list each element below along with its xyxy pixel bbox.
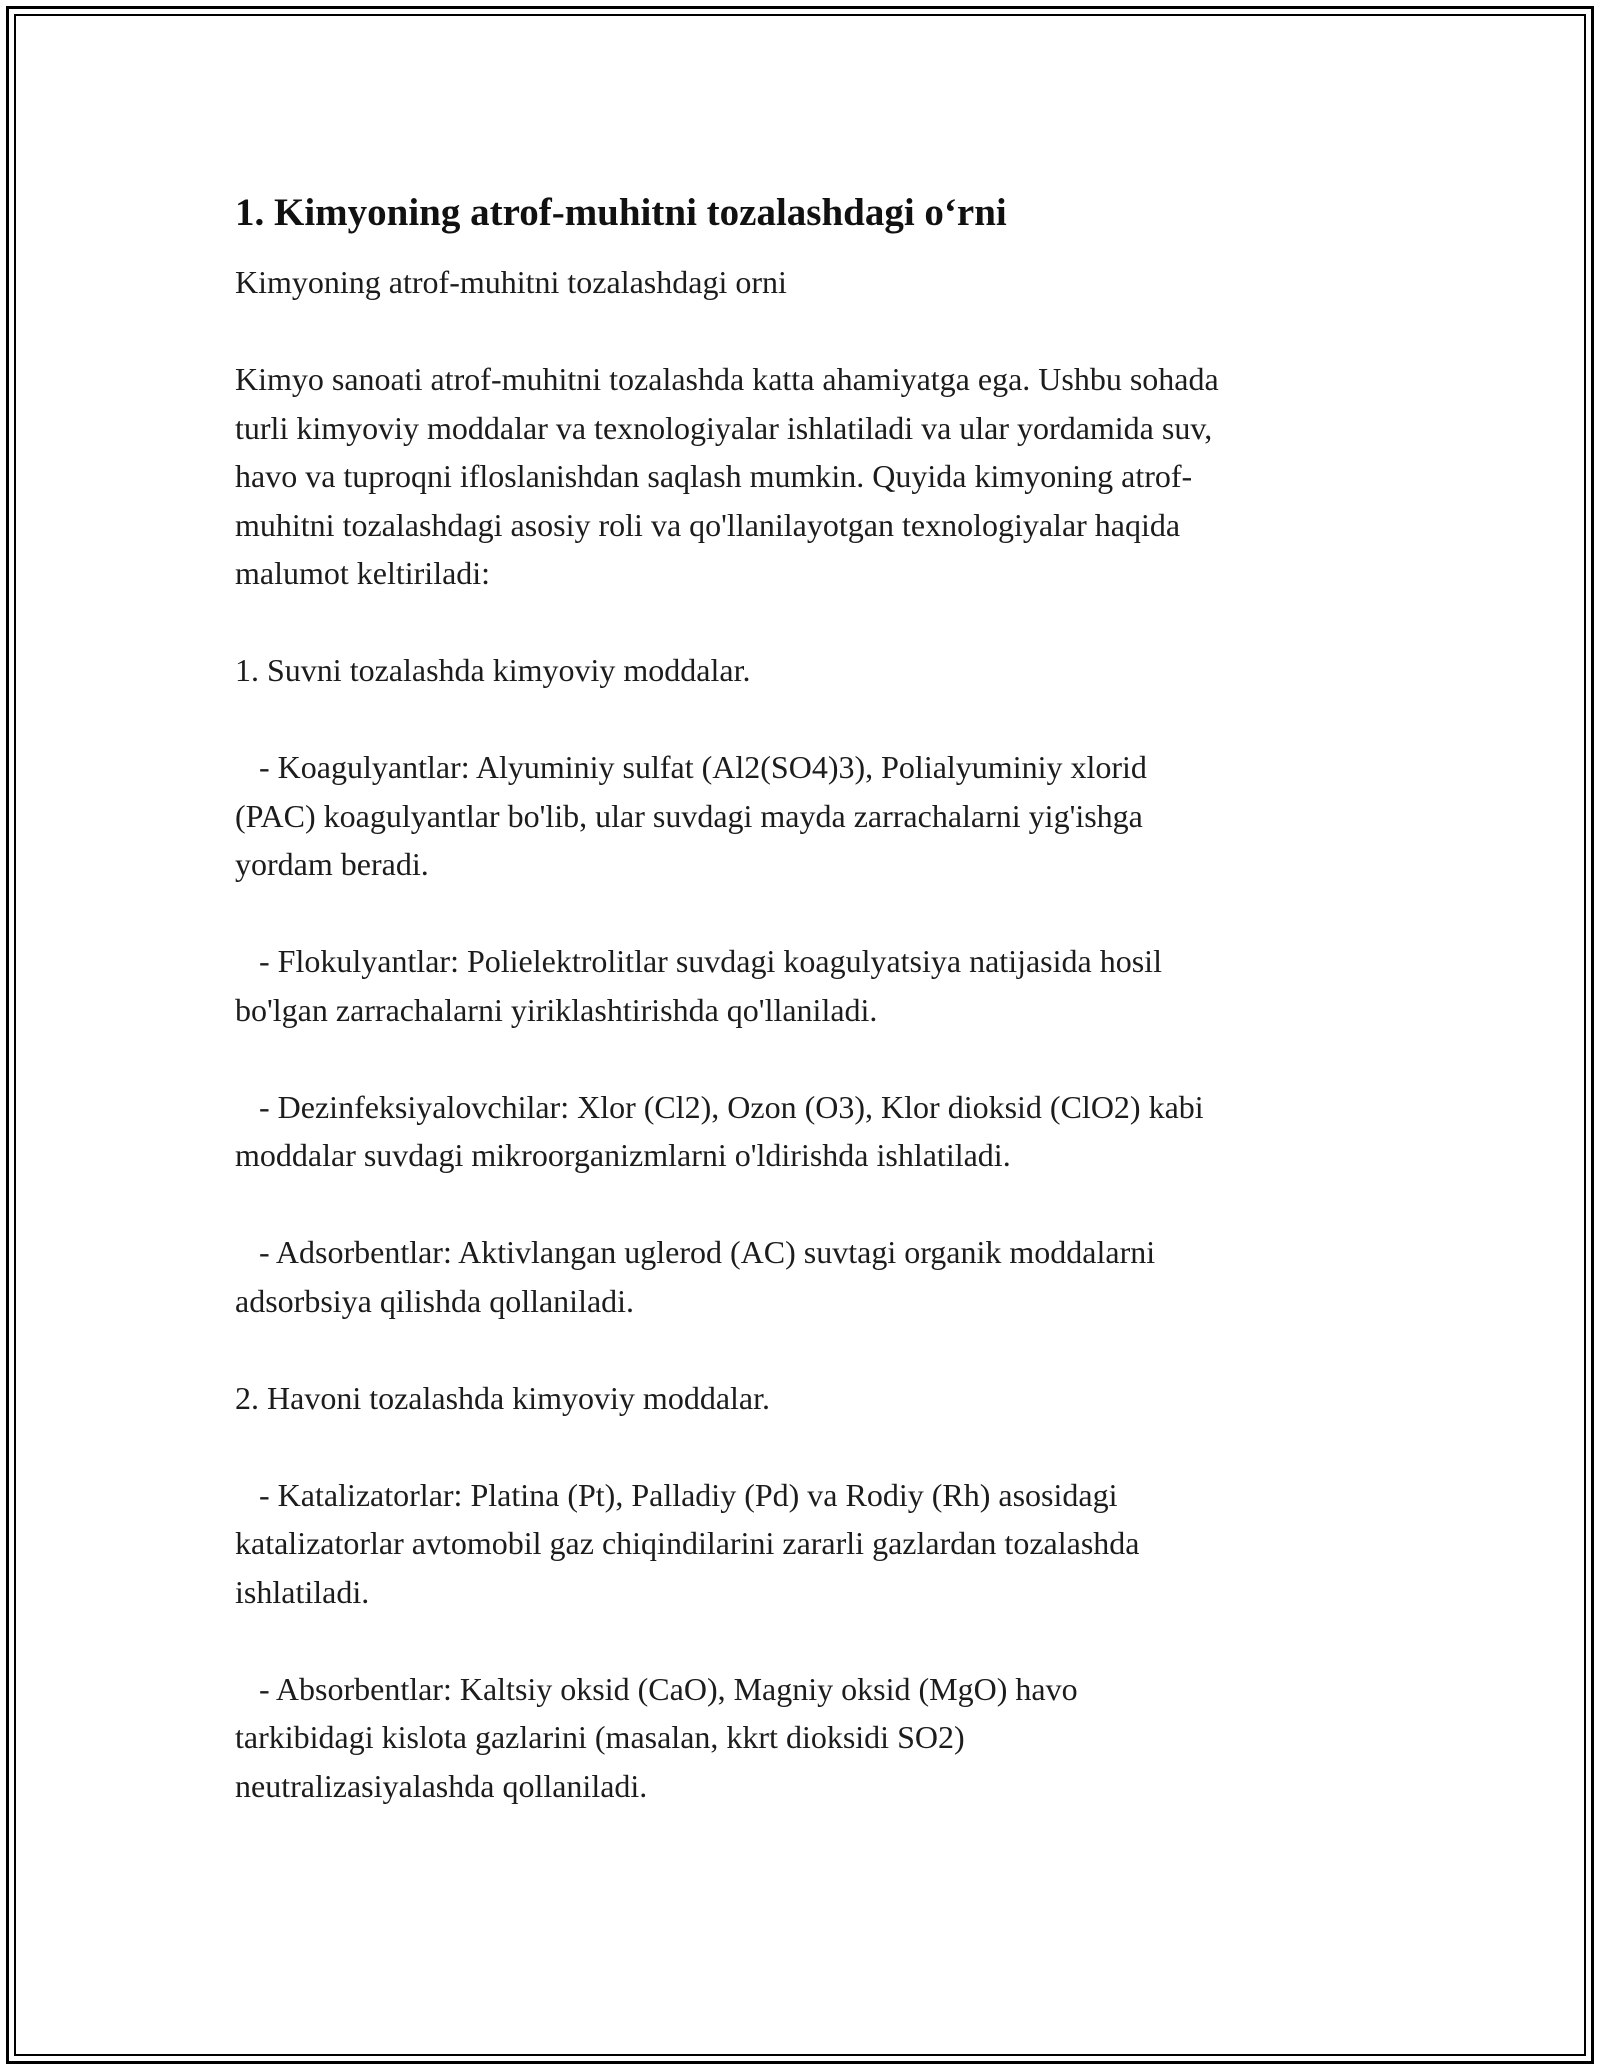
paragraph-gap bbox=[235, 1422, 1395, 1471]
paragraph-gap bbox=[235, 1034, 1395, 1083]
list-item-absorbents: - Absorbentlar: Kaltsiy oksid (CaO), Magniy oksid (MgO) havo tarkibidagi kislota gazlarini (masalan, kkrt dioksidi SO2) neutralizasiyalashda qollaniladi. bbox=[235, 1670, 1078, 1804]
paragraph-gap bbox=[235, 1180, 1395, 1229]
section-heading-water: 1. Suvni tozalashda kimyoviy moddalar. bbox=[235, 652, 751, 688]
paragraph-gap bbox=[235, 1325, 1395, 1374]
paragraph-gap bbox=[235, 307, 1395, 356]
list-item-flocculants: - Flokulyantlar: Polielektrolitlar suvdagi koagulyatsiya natijasida hosil bo'lgan zarrachalarni yiriklashtirishda qo'llaniladi. bbox=[235, 943, 1162, 1028]
intro-paragraph: Kimyo sanoati atrof-muhitni tozalashda katta ahamiyatga ega. Ushbu sohada turli kimyoviy moddalar va texnologiyalar ishlatiladi va ular yordamida suv, havo va tuproqni ifloslanishdan saqlash mumkin. Quyida kimyoning atrof- muhitni tozalashdagi asosiy roli va qo'llanilayotgan texnologiyalar haqida malumot keltiriladi: bbox=[235, 361, 1219, 591]
paragraph-gap bbox=[235, 1616, 1395, 1665]
list-item-coagulants: - Koagulyantlar: Alyuminiy sulfat (Al2(SO4)3), Polialyuminiy xlorid (PAC) koagulyantlar bo'lib, ular suvdagi mayda zarrachalarni yig'ishga yordam beradi. bbox=[235, 749, 1147, 882]
list-item-disinfectants: - Dezinfeksiyalovchilar: Xlor (Cl2), Ozon (O3), Klor dioksid (ClO2) kabi moddalar suvdagi mikroorganizmlarni o'ldirishda ishlatiladi. bbox=[235, 1088, 1204, 1173]
paragraph-gap bbox=[235, 695, 1395, 744]
section-heading-air: 2. Havoni tozalashda kimyoviy moddalar. bbox=[235, 1379, 770, 1416]
document-title: 1. Kimyoning atrof-muhitni tozalashdagi o‘rni bbox=[235, 191, 1007, 234]
document-subtitle: Kimyoning atrof-muhitni tozalashdagi orni bbox=[235, 264, 787, 300]
document-body bbox=[235, 188, 1395, 1810]
list-item-adsorbents: - Adsorbentlar: Aktivlangan uglerod (AC) suvtagi organik moddalarni adsorbsiya qilishda qollaniladi. bbox=[235, 1234, 1156, 1319]
paragraph-gap bbox=[235, 889, 1395, 938]
list-item-catalysts: - Katalizatorlar: Platina (Pt), Palladiy (Pd) va Rodiy (Rh) asosidagi katalizatorlar avtomobil gaz chiqindilarini zararli gazlardan tozalashda ishlatiladi. bbox=[235, 1476, 1140, 1610]
paragraph-gap bbox=[235, 598, 1395, 647]
